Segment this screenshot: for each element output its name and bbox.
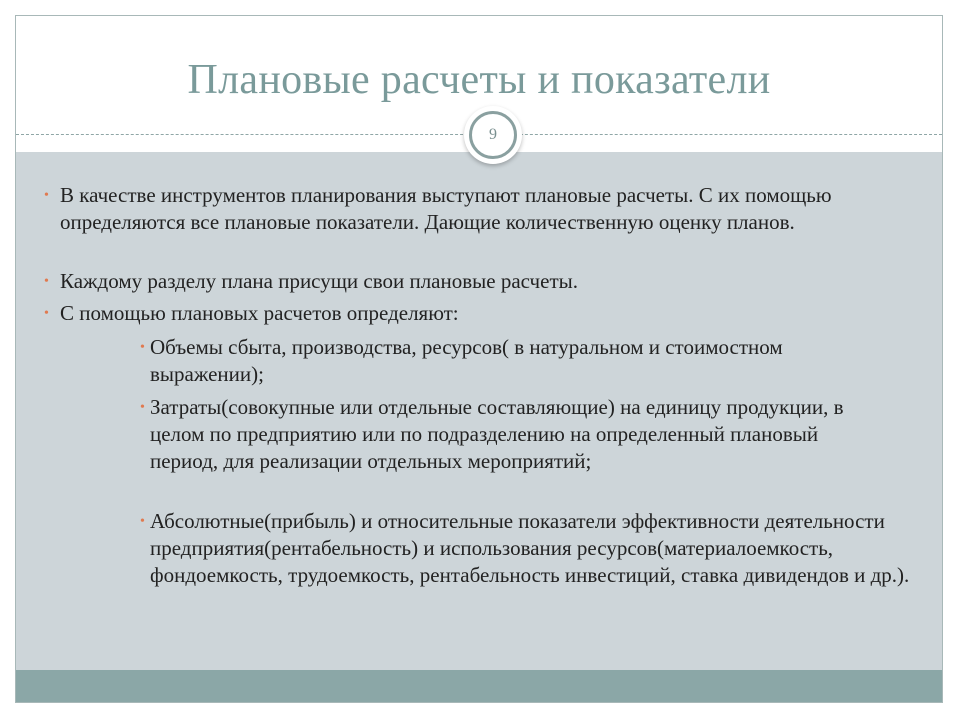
sub-bullet-text: Объемы сбыта, производства, ресурсов( в натуральном и стоимостном выражении); <box>150 335 783 386</box>
sub-bullet-item <box>150 394 870 475</box>
bullet-dot: • <box>44 188 49 203</box>
sub-bullet-dot: • <box>140 400 145 415</box>
sub-bullet-dot: • <box>140 514 145 529</box>
bullet-dot: • <box>44 306 49 321</box>
sub-bullet-dot: • <box>140 340 145 355</box>
bullet-item <box>60 300 910 327</box>
slide-frame <box>15 15 943 703</box>
bullet-item <box>60 182 910 236</box>
slide-number-ring <box>469 111 517 159</box>
bullet-text: Каждому разделу плана присущи свои плановые расчеты. <box>60 269 578 293</box>
bullet-dot: • <box>44 274 49 289</box>
bullet-item <box>60 268 910 295</box>
sub-bullet-text: Затраты(совокупные или отдельные составляющие) на единицу продукции, в целом по предприятию или по подразделению на определенный плановый период, для реализации отдельных мероприятий; <box>150 395 844 473</box>
content-area <box>16 152 942 672</box>
sub-bullet-item <box>150 508 915 589</box>
slide-number: 9 <box>489 126 497 143</box>
bullet-text: С помощью плановых расчетов определяют: <box>60 301 459 325</box>
slide-number-badge <box>464 106 522 164</box>
slide-title: Плановые расчеты и показатели <box>187 57 771 103</box>
sub-bullet-item <box>150 334 810 388</box>
footer-bar <box>16 670 942 702</box>
sub-bullet-text: Абсолютные(прибыль) и относительные показатели эффективности деятельности предприятия(рентабельность) и использования ресурсов(материалоемкость, фондоемкость, трудоемкость, рентабельность инвестиций, ставка дивидендов и др.). <box>150 509 910 587</box>
bullet-text: В качестве инструментов планирования выступают плановые расчеты. С их помощью определяются все плановые показатели. Дающие количественную оценку планов. <box>60 183 832 234</box>
